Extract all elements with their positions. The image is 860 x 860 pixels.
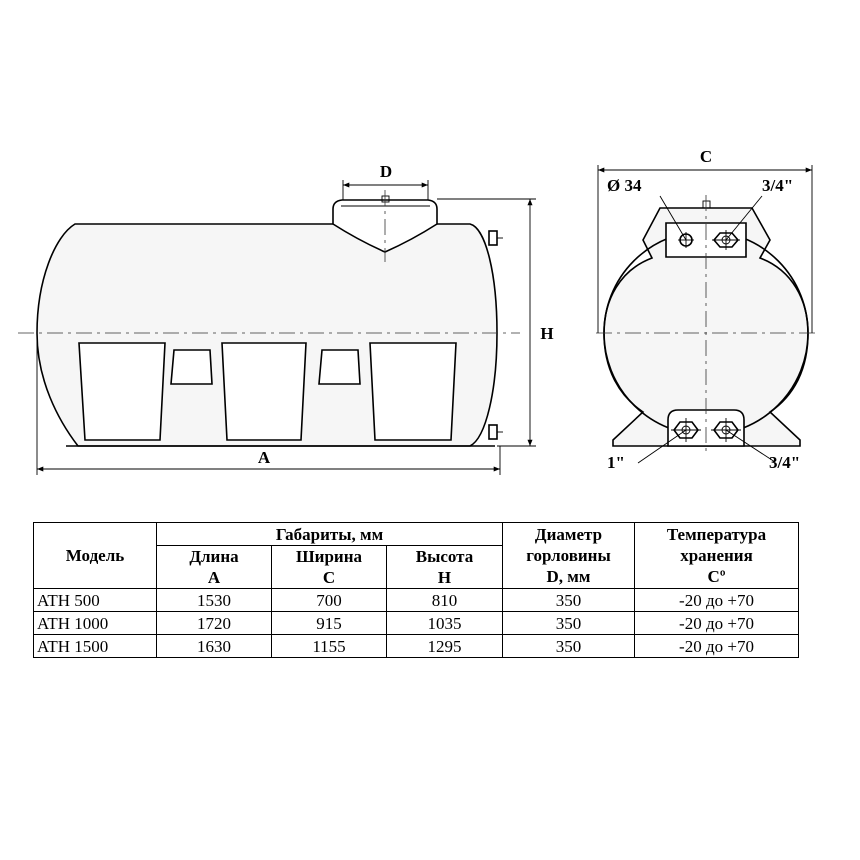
- header-width: Ширина C: [272, 546, 387, 589]
- cell-height: 1295: [387, 635, 503, 658]
- support-pad-3: [370, 343, 456, 440]
- callout-bottom-right-label: 3/4": [769, 453, 801, 472]
- cell-width: 915: [272, 612, 387, 635]
- dim-a-label: A: [257, 448, 271, 467]
- table-header-row-1: [34, 523, 799, 546]
- cell-width: 1155: [272, 635, 387, 658]
- callout-hole-label: Ø 34: [607, 176, 642, 195]
- cell-height: 810: [387, 589, 503, 612]
- top-fitting-side: [489, 231, 497, 245]
- table-row: [34, 635, 799, 658]
- table-row: [34, 589, 799, 612]
- recess-1: [171, 350, 212, 384]
- support-pad-1: [79, 343, 165, 440]
- callout-top-fitting-label: 3/4": [762, 176, 794, 195]
- header-height: Высота H: [387, 546, 503, 589]
- bottom-fitting-side: [489, 425, 497, 439]
- cell-temp: -20 до +70: [635, 612, 799, 635]
- cell-width: 700: [272, 589, 387, 612]
- cell-temp: -20 до +70: [635, 635, 799, 658]
- callout-bottom-left-label: 1": [607, 453, 625, 472]
- cell-model: ATH 1000: [34, 612, 157, 635]
- cell-height: 1035: [387, 612, 503, 635]
- dim-h-label: H: [540, 324, 554, 343]
- side-view: [18, 162, 554, 475]
- cell-length: 1530: [157, 589, 272, 612]
- cell-length: 1630: [157, 635, 272, 658]
- cell-temp: -20 до +70: [635, 589, 799, 612]
- header-length: Длина A: [157, 546, 272, 589]
- cell-length: 1720: [157, 612, 272, 635]
- cell-neck: 350: [503, 635, 635, 658]
- support-pad-2: [222, 343, 306, 440]
- table-row: [34, 612, 799, 635]
- header-neck: Диаметр горловины D, мм: [503, 523, 635, 589]
- dim-d-label: D: [379, 162, 393, 181]
- spec-table: [33, 522, 799, 658]
- cell-neck: 350: [503, 612, 635, 635]
- end-view: [596, 147, 820, 472]
- header-model: Модель: [34, 523, 157, 589]
- dim-c-label: C: [699, 147, 713, 166]
- header-temp: Температура хранения Cº: [635, 523, 799, 589]
- header-dimensions: Габариты, мм: [157, 523, 503, 546]
- cell-model: ATH 500: [34, 589, 157, 612]
- cell-neck: 350: [503, 589, 635, 612]
- cell-model: ATH 1500: [34, 635, 157, 658]
- recess-2: [319, 350, 360, 384]
